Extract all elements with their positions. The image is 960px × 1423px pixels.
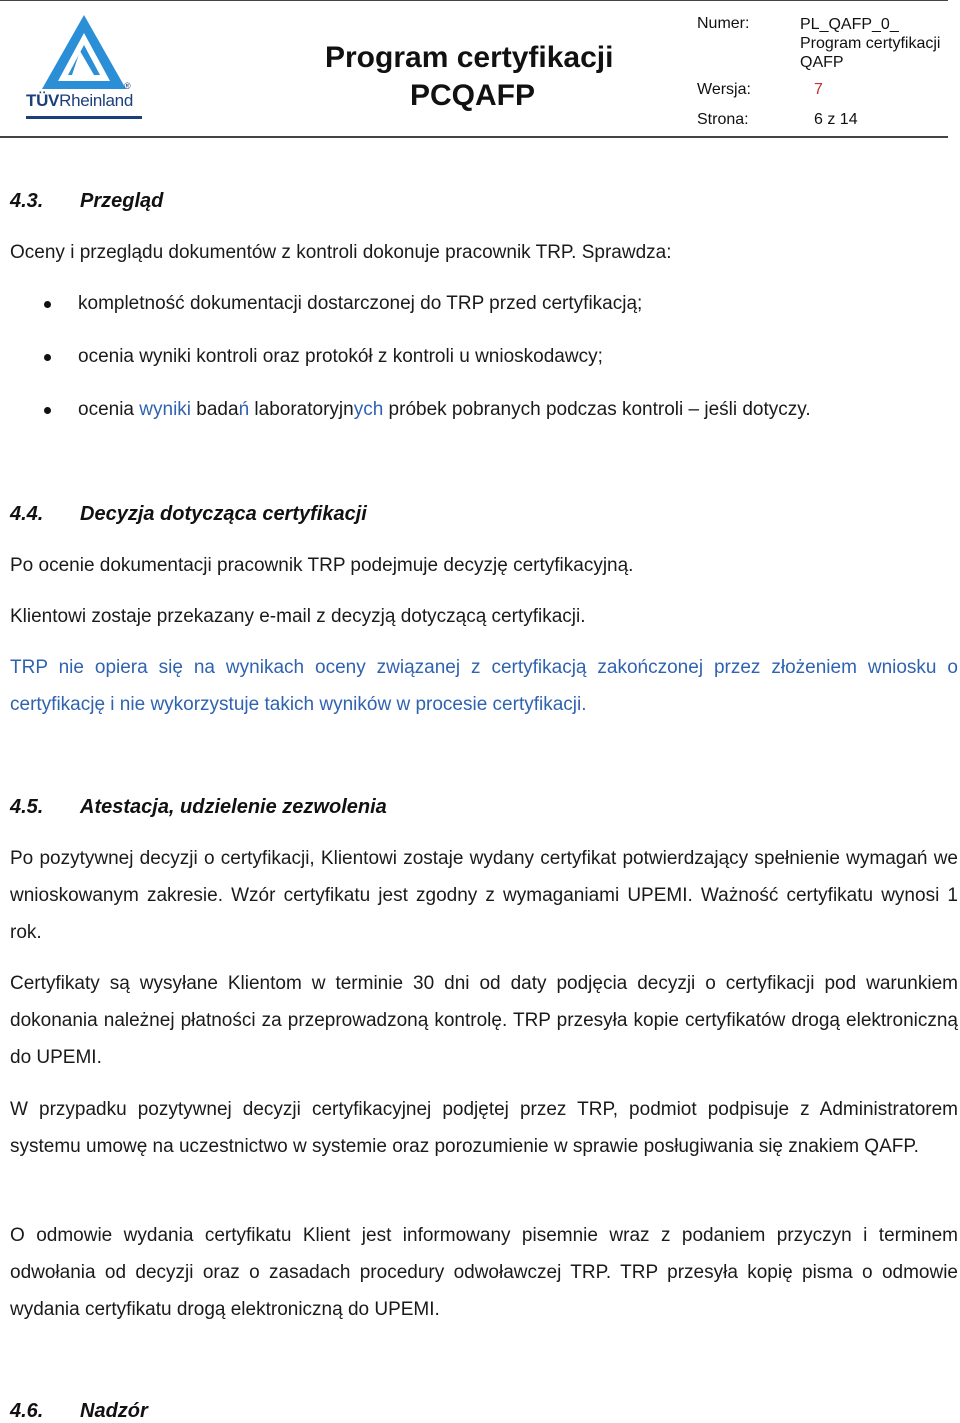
logo-registered-mark: ® (124, 81, 131, 91)
section-4-4-paragraph-3: TRP nie opiera się na wynikach oceny związanej z certyfikacją zakończonej przez złożeniem wniosku o certyfikację i nie wykorzystuje takich wyników w procesie certyfikacji. (10, 657, 958, 715)
doc-title-line2: PCQAFP (410, 79, 536, 112)
section-4-4-paragraph-1: Po ocenie dokumentacji pracownik TRP podejmuje decyzję certyfikacyjną. (10, 555, 634, 576)
doc-title-line1: Program certyfikacji (325, 41, 614, 74)
numer-value: PL_QAFP_0_ Program certyfikacji QAFP (800, 16, 941, 71)
bullet-item-3: ocenia wyniki badań laboratoryjnych próbek pobranych podczas kontroli – jeśli dotyczy. (78, 399, 811, 420)
bullet-item-1: kompletność dokumentacji dostarczonej do TRP przed certyfikacją; (78, 293, 643, 314)
section-heading-4-4: 4.4. Decyzja dotycząca certyfikacji (10, 503, 367, 525)
section-4-5-paragraph-3: W przypadku pozytywnej decyzji certyfikacyjnej podjętej przez TRP, podmiot podpisuje z Administratorem systemu umowę na uczestnictwo w systemie oraz porozumienie w sprawie posługiwania się znakiem QAFP. (10, 1099, 958, 1157)
section-4-3-intro: Oceny i przeglądu dokumentów z kontroli dokonuje pracownik TRP. Sprawdza: (10, 242, 672, 263)
section-heading-4-6: 4.6. Nadzór (10, 1400, 148, 1422)
section-4-4-paragraph-2: Klientowi zostaje przekazany e-mail z decyzją dotyczącą certyfikacji. (10, 606, 586, 627)
numer-label: Numer: (697, 15, 750, 32)
bullet-icon (44, 354, 51, 361)
wersja-label: Wersja: (697, 81, 751, 98)
bullet-icon (44, 301, 51, 308)
section-4-5-paragraph-2: Certyfikaty są wysyłane Klientom w terminie 30 dni od daty podjęcia decyzji o certyfikacji pod warunkiem dokonania należnej płatności za przeprowadzoną kontrolę. TRP przesyła kopie certyfikatów drogą elektroniczną do UPEMI. (10, 973, 958, 1068)
bullet-item-2: ocenia wyniki kontroli oraz protokół z kontroli u wnioskodawcy; (78, 346, 603, 367)
strona-value: 6 z 14 (814, 111, 858, 128)
bullet-icon (44, 407, 51, 414)
section-heading-4-3: 4.3. Przegląd (10, 190, 164, 212)
logo-wordmark: TÜVRheinland (26, 91, 133, 110)
section-4-5-paragraph-4: O odmowie wydania certyfikatu Klient jest informowany pisemnie wraz z podaniem przyczyn i terminem odwołania od decyzji oraz o zasadach procedury odwoławczej TRP. TRP przesyła kopię pisma o odmowie wydania certyfikatu drogą elektroniczną do UPEMI. (10, 1225, 958, 1320)
strona-label: Strona: (697, 111, 749, 128)
document-header (0, 0, 948, 138)
section-heading-4-5: 4.5. Atestacja, udzielenie zezwolenia (10, 796, 387, 818)
section-4-5-paragraph-1: Po pozytywnej decyzji o certyfikacji, Klientowi zostaje wydany certyfikat potwierdzający spełnienie wymagań we wnioskowanym zakresie. Wzór certyfikatu jest zgodny z wymaganiami UPEMI. Ważność certyfikatu wynosi 1 rok. (10, 848, 958, 943)
wersja-value: 7 (814, 81, 823, 98)
